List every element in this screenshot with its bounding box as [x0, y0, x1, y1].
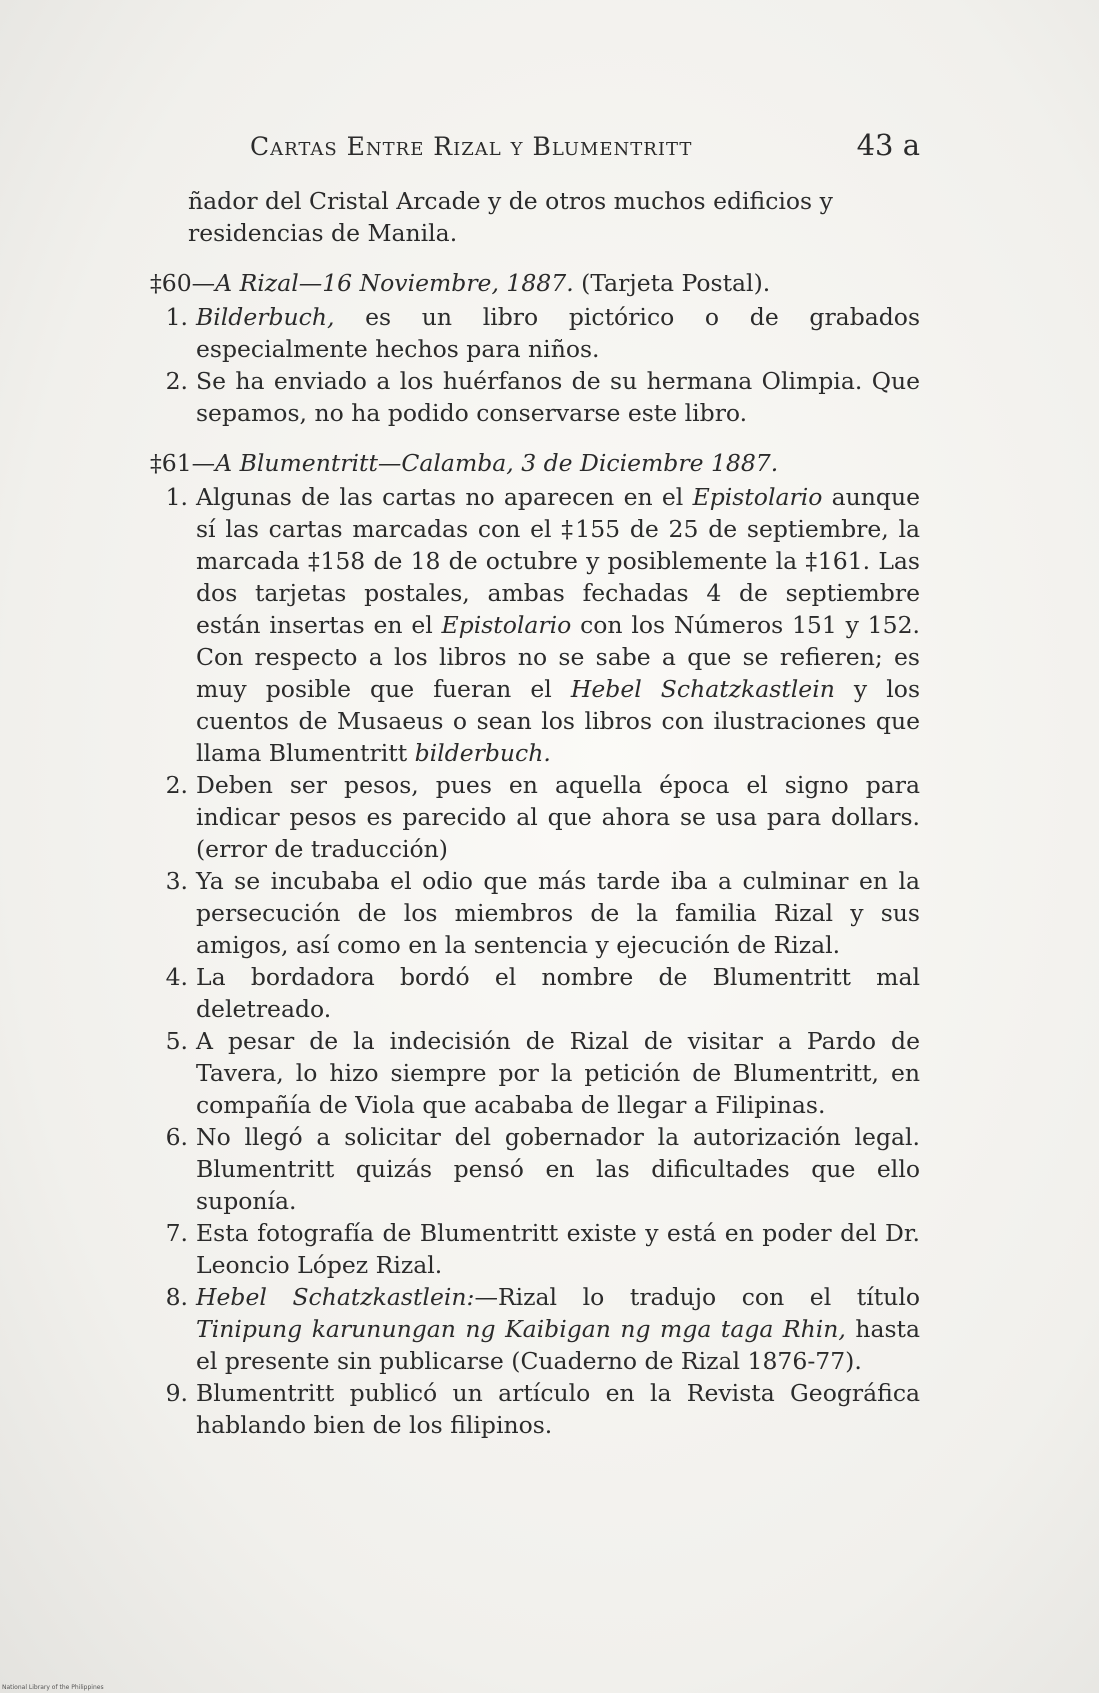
note-italic-span: Epistolario: [441, 611, 572, 639]
note-span: Deben ser pesos, pues en aquella época el signo para indicar pesos es parecido al que ahora se usa para dollars. (error de traducción): [196, 771, 920, 863]
note-item: [150, 865, 920, 961]
note-text: [196, 1025, 920, 1121]
note-span: Blumentritt publicó un artículo en la Revista Geográfica hablando bien de los filipinos.: [196, 1379, 920, 1439]
note-number: 1.: [165, 303, 188, 331]
page-number: 43 a: [856, 128, 920, 162]
note-item: [150, 1377, 920, 1441]
continuation-paragraph: ñador del Cristal Arcade y de otros muchos edificios y residencias de Manila.: [188, 187, 833, 247]
note-span: La bordadora bordó el nombre de Blumentritt mal deletreado.: [196, 963, 920, 1023]
note-span: hasta el presente sin publicarse (Cuaderno de Rizal 1876-77).: [196, 1315, 920, 1375]
notes-list: [150, 301, 920, 429]
note-item: [150, 481, 920, 769]
note-span: Algunas de las cartas no aparecen en el: [196, 483, 693, 511]
body-text: [150, 185, 920, 1441]
note-text: [196, 1377, 920, 1441]
footer-credit: National Library of the Philippines: [2, 1684, 104, 1691]
note-span: aunque sí las cartas marcadas con el ‡155 de 25 de septiembre, la marcada ‡158 de 18 de octubre y posiblemente la ‡161. Las dos tarjetas postales, ambas fechadas 4 de septiembre están insertas en el: [196, 483, 921, 639]
note-italic-span: Tinipung karunungan ng Kaibigan ng mga taga Rhin,: [196, 1315, 846, 1343]
note-italic-span: Epistolario: [692, 483, 823, 511]
note-item: [150, 365, 920, 429]
entry-heading: [150, 447, 920, 479]
notes-list: [150, 481, 920, 1441]
note-text: [196, 365, 920, 429]
note-number: 6.: [165, 1123, 188, 1151]
note-number: 7.: [165, 1219, 188, 1247]
note-item: [150, 961, 920, 1025]
note-span: Ya se incubaba el odio que más tarde iba a culminar en la persecución de los miembros de la familia Rizal y sus amigos, así como en la sentencia y ejecución de Rizal.: [196, 867, 920, 959]
note-number: 4.: [165, 963, 188, 991]
note-span: No llegó a solicitar del gobernador la autorización legal. Blumentritt quizás pensó en las dificultades que ello suponía.: [196, 1123, 920, 1215]
note-number: 1.: [165, 483, 188, 511]
note-italic-span: Hebel Schatzkastlein: [570, 675, 835, 703]
page-header: [250, 128, 920, 168]
note-item: [150, 1281, 920, 1377]
note-span: Esta fotografía de Blumentritt existe y está en poder del Dr. Leoncio López Rizal.: [196, 1219, 920, 1279]
note-text: [196, 1281, 920, 1377]
entry-title: A Rizal—16 Noviembre, 1887.: [215, 269, 574, 297]
running-title: Cartas Entre Rizal y Blumentritt: [250, 132, 693, 161]
note-item: [150, 1025, 920, 1121]
note-text: [196, 865, 920, 961]
note-span: y los cuentos de Musaeus o sean los libros con ilustraciones que llama Blumentritt: [196, 675, 920, 767]
note-span: Se ha enviado a los huérfanos de su hermana Olimpia. Que sepamos, no ha podido conservarse este libro.: [196, 367, 920, 427]
note-text: [196, 769, 920, 865]
note-italic-span: Bilderbuch,: [196, 303, 335, 331]
note-span: con los Números 151 y 152. Con respecto a los libros no se sabe a que se refieren; es muy posible que fueran el: [196, 611, 920, 703]
note-text: [196, 1121, 920, 1217]
note-item: [150, 1217, 920, 1281]
note-text: [196, 301, 920, 365]
note-text: [196, 1217, 920, 1281]
note-text: [196, 961, 920, 1025]
note-number: 3.: [165, 867, 188, 895]
note-number: 5.: [165, 1027, 188, 1055]
note-number: 8.: [165, 1283, 188, 1311]
entry-heading: [150, 267, 920, 299]
note-number: 9.: [165, 1379, 188, 1407]
note-item: [150, 1121, 920, 1217]
note-number: 2.: [165, 367, 188, 395]
note-item: [150, 301, 920, 365]
note-italic-span: bilderbuch.: [414, 739, 551, 767]
note-italic-span: Hebel Schatzkastlein:: [196, 1283, 475, 1311]
note-item: [150, 769, 920, 865]
note-text: [196, 481, 920, 769]
entry-ref: ‡61—: [150, 449, 216, 477]
note-span: es un libro pictórico o de grabados especialmente hechos para niños.: [196, 303, 920, 363]
note-span: A pesar de la indecisión de Rizal de visitar a Pardo de Tavera, lo hizo siempre por la petición de Blumentritt, en compañía de Viola que acababa de llegar a Filipinas.: [196, 1027, 920, 1119]
entry-ref: ‡60—: [150, 269, 216, 297]
entry-title: A Blumentritt—Calamba, 3 de Diciembre 1887.: [215, 449, 779, 477]
entry-suffix: (Tarjeta Postal).: [573, 269, 771, 297]
note-span: —Rizal lo tradujo con el título: [474, 1283, 920, 1311]
note-number: 2.: [165, 771, 188, 799]
